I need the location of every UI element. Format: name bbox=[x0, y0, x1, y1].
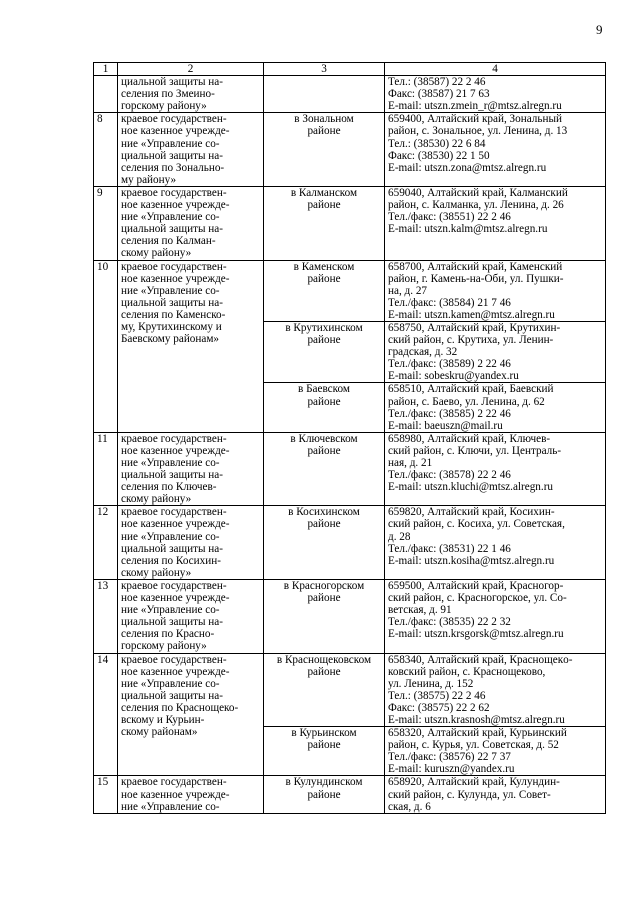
area-cell bbox=[264, 653, 385, 727]
row-number bbox=[94, 76, 118, 113]
organization-line: ние «Управление со- bbox=[121, 211, 220, 224]
area-cell bbox=[264, 113, 385, 187]
organization-line: краевое государствен- bbox=[121, 776, 227, 789]
organization-line: селения по Зонально- bbox=[121, 161, 225, 174]
organization-line: скому району» bbox=[121, 566, 192, 579]
area-line: районе bbox=[307, 395, 341, 408]
organization-cell bbox=[118, 776, 264, 813]
header-row bbox=[94, 63, 606, 76]
table-row bbox=[94, 579, 606, 653]
organization-cell bbox=[118, 506, 264, 580]
area-line: в Красногорском bbox=[283, 579, 365, 592]
contact-cell bbox=[385, 776, 606, 813]
organization-line: селения по Красно- bbox=[121, 628, 215, 641]
area-cell bbox=[264, 432, 385, 506]
contact-line: Тел./факс: (38535) 22 2 32 bbox=[388, 616, 511, 629]
organization-line: краевое государствен- bbox=[121, 260, 227, 273]
organization-line: скому району» bbox=[121, 493, 192, 506]
contact-line: ский район, с. Кулунда, ул. Совет- bbox=[388, 788, 551, 801]
contact-line: Факс: (38587) 21 7 63 bbox=[388, 88, 490, 101]
area-line: районе bbox=[307, 199, 341, 212]
organization-line: селения по Ключев- bbox=[121, 481, 217, 494]
contact-cell bbox=[385, 506, 606, 580]
area-line: районе bbox=[307, 272, 341, 285]
organization-line: му району» bbox=[121, 173, 177, 186]
area-line: районе bbox=[307, 125, 341, 138]
area-line: районе bbox=[307, 518, 341, 531]
organization-cell bbox=[118, 186, 264, 260]
organization-line: циальной защиты на- bbox=[121, 76, 223, 89]
area-cell bbox=[264, 727, 385, 776]
contact-line: 658750, Алтайский край, Крутихин- bbox=[388, 321, 561, 334]
area-line: в Зональном bbox=[294, 113, 354, 126]
table-row bbox=[94, 432, 606, 506]
contact-line: район, с. Калманка, ул. Ленина, д. 26 bbox=[388, 199, 564, 212]
organization-line: краевое государствен- bbox=[121, 653, 227, 666]
organization-line: краевое государствен- bbox=[121, 186, 227, 199]
organization-line: горскому району» bbox=[121, 640, 207, 653]
organization-cell bbox=[118, 579, 264, 653]
column-header: 1 bbox=[94, 63, 118, 76]
organization-line: ное казенное учрежде- bbox=[121, 199, 230, 212]
contact-line: E-mail: baeuszn@mail.ru bbox=[388, 419, 503, 432]
organization-line: ное казенное учрежде- bbox=[121, 788, 230, 801]
contact-cell bbox=[385, 653, 606, 727]
area-line: районе bbox=[307, 592, 341, 605]
row-number: 11 bbox=[94, 432, 118, 506]
contact-line: 659040, Алтайский край, Калманский bbox=[388, 186, 568, 199]
organization-line: краевое государствен- bbox=[121, 432, 227, 445]
organization-line: циальной защиты на- bbox=[121, 296, 223, 309]
contact-line: район, с. Зональное, ул. Ленина, д. 13 bbox=[388, 125, 568, 138]
organization-cell bbox=[118, 113, 264, 187]
contact-line: 659500, Алтайский край, Красногор- bbox=[388, 579, 564, 592]
contact-line: Тел.: (38530) 22 6 84 bbox=[388, 137, 486, 150]
contact-line: Тел./факс: (38585) 2 22 46 bbox=[388, 407, 511, 420]
page-number: 9 bbox=[596, 22, 603, 37]
area-line: районе bbox=[307, 444, 341, 457]
contact-line: Тел.: (38587) 22 2 46 bbox=[388, 76, 486, 89]
contact-line: ная, д. 21 bbox=[388, 457, 433, 469]
area-line: в Калманском bbox=[290, 186, 358, 199]
row-number: 14 bbox=[94, 653, 118, 776]
contact-line: ский район, с. Косиха, ул. Советская, bbox=[388, 518, 565, 531]
contact-line: 658700, Алтайский край, Каменский bbox=[388, 260, 563, 273]
organization-line: Баевскому районам» bbox=[121, 333, 220, 346]
organization-line: циальной защиты на- bbox=[121, 689, 223, 702]
organization-cell bbox=[118, 260, 264, 432]
contact-line: 658920, Алтайский край, Кулундин- bbox=[388, 776, 560, 789]
contact-line: район, г. Камень-на-Оби, ул. Пушки- bbox=[388, 272, 564, 285]
contact-cell bbox=[385, 260, 606, 321]
table-row bbox=[94, 776, 606, 813]
contact-line: ский район, с. Крутиха, ул. Ленин- bbox=[388, 334, 554, 347]
contact-line: Тел.: (38575) 22 2 46 bbox=[388, 689, 486, 702]
area-cell bbox=[264, 776, 385, 813]
organization-line: ние «Управление со- bbox=[121, 800, 220, 813]
contact-cell bbox=[385, 76, 606, 113]
table-row bbox=[94, 260, 606, 321]
contact-line: E-mail: utszn.zmein_r@mtsz.alregn.ru bbox=[388, 100, 562, 113]
area-line: в Косихинском bbox=[288, 506, 360, 519]
organization-line: селения по Каменско- bbox=[121, 308, 226, 321]
area-line: в Баевском bbox=[298, 383, 350, 396]
organization-line: селения по Краснощеко- bbox=[121, 701, 239, 714]
organization-line: ное казенное учрежде- bbox=[121, 125, 230, 138]
contact-cell bbox=[385, 113, 606, 187]
contact-line: E-mail: utszn.krsgorsk@mtsz.alregn.ru bbox=[388, 628, 564, 641]
contact-line: район, с. Баево, ул. Ленина, д. 62 bbox=[388, 395, 545, 408]
contact-line: E-mail: utszn.kosiha@mtsz.alregn.ru bbox=[388, 554, 555, 567]
organization-line: краевое государствен- bbox=[121, 506, 227, 519]
contact-line: ский район, с. Красногорское, ул. Со- bbox=[388, 592, 567, 605]
contact-cell bbox=[385, 432, 606, 506]
contact-line: Тел./факс: (38531) 22 1 46 bbox=[388, 542, 511, 555]
area-line: в Курьинском bbox=[291, 727, 357, 740]
row-number: 9 bbox=[94, 186, 118, 260]
organization-cell bbox=[118, 76, 264, 113]
contact-line: Тел./факс: (38551) 22 2 46 bbox=[388, 211, 511, 224]
contact-line: ский район, с. Ключи, ул. Централь- bbox=[388, 444, 562, 457]
row-number: 8 bbox=[94, 113, 118, 187]
area-line: районе bbox=[307, 739, 341, 752]
organization-line: ние «Управление со- bbox=[121, 604, 220, 617]
organization-line: ное казенное учрежде- bbox=[121, 665, 230, 678]
organization-line: селения по Калман- bbox=[121, 235, 216, 248]
area-line: в Ключевском bbox=[290, 432, 358, 445]
organization-line: краевое государствен- bbox=[121, 113, 227, 126]
organization-line: циальной защиты на- bbox=[121, 542, 223, 555]
area-cell bbox=[264, 76, 385, 113]
table-row bbox=[94, 113, 606, 187]
organization-cell bbox=[118, 432, 264, 506]
contact-line: район, с. Курья, ул. Советская, д. 52 bbox=[388, 739, 559, 752]
area-cell bbox=[264, 383, 385, 432]
contact-line: 658340, Алтайский край, Краснощекo- bbox=[388, 653, 573, 666]
contact-cell bbox=[385, 727, 606, 776]
contact-cell bbox=[385, 579, 606, 653]
institutions-table bbox=[93, 62, 606, 814]
contact-line: Факс: (38575) 22 2 62 bbox=[388, 701, 490, 714]
organization-line: ние «Управление со- bbox=[121, 284, 220, 297]
organization-line: ние «Управление со- bbox=[121, 677, 220, 690]
row-number: 15 bbox=[94, 776, 118, 813]
contact-line: 659820, Алтайский край, Косихин- bbox=[388, 506, 555, 519]
organization-line: ние «Управление со- bbox=[121, 457, 220, 469]
contact-line: 658320, Алтайский край, Курьинский bbox=[388, 727, 567, 740]
area-cell bbox=[264, 579, 385, 653]
area-line: в Краснощековском bbox=[276, 653, 372, 666]
contact-line: ветская, д. 91 bbox=[388, 604, 452, 617]
organization-line: селения по Косихин- bbox=[121, 554, 221, 567]
contact-line: E-mail: sobeskru@yandex.ru bbox=[388, 370, 519, 383]
organization-line: ние «Управление со- bbox=[121, 530, 220, 543]
organization-line: циальной защиты на- bbox=[121, 149, 223, 162]
area-line: в Крутихинском bbox=[285, 321, 363, 334]
contact-line: 658510, Алтайский край, Баевский bbox=[388, 383, 554, 396]
contact-line: на, д. 27 bbox=[388, 284, 428, 297]
area-line: районе bbox=[307, 334, 341, 347]
contact-line: 659400, Алтайский край, Зональный bbox=[388, 113, 562, 126]
contact-line: ковский район, с. Краснощеково, bbox=[388, 665, 546, 678]
contact-line: Факс: (38530) 22 1 50 bbox=[388, 149, 490, 162]
table-row bbox=[94, 653, 606, 727]
organization-line: ние «Управление со- bbox=[121, 137, 220, 150]
contact-line: E-mail: utszn.kalm@mtsz.alregn.ru bbox=[388, 223, 548, 236]
organization-line: циальной защиты на- bbox=[121, 616, 223, 629]
contact-line: E-mail: kuruszn@yandex.ru bbox=[388, 763, 515, 776]
contact-line: Тел./факс: (38584) 21 7 46 bbox=[388, 296, 511, 309]
organization-cell bbox=[118, 653, 264, 776]
organization-line: циальной защиты на- bbox=[121, 223, 223, 236]
organization-line: скому районам» bbox=[121, 726, 198, 739]
row-number: 12 bbox=[94, 506, 118, 580]
area-cell bbox=[264, 260, 385, 321]
organization-line: вскому и Курьин- bbox=[121, 713, 205, 726]
contact-line: E-mail: utszn.krasnosh@mtsz.alregn.ru bbox=[388, 713, 565, 726]
contact-line: E-mail: utszn.kluchi@mtsz.alregn.ru bbox=[388, 481, 554, 494]
area-cell bbox=[264, 506, 385, 580]
organization-line: ное казенное учрежде- bbox=[121, 592, 230, 605]
contact-line: Тел./факс: (38576) 22 7 37 bbox=[388, 751, 511, 764]
contact-line: 658980, Алтайский край, Ключев- bbox=[388, 432, 551, 445]
area-line: в Каменском bbox=[293, 260, 355, 273]
organization-line: циальной защиты на- bbox=[121, 469, 223, 482]
contact-line: Тел./факс: (38578) 22 2 46 bbox=[388, 469, 511, 482]
row-number: 13 bbox=[94, 579, 118, 653]
area-line: в Кулундинском bbox=[285, 776, 363, 789]
contact-line: E-mail: utszn.zona@mtsz.alregn.ru bbox=[388, 161, 547, 174]
table-row bbox=[94, 186, 606, 260]
table-row bbox=[94, 76, 606, 113]
organization-line: селения по Змеино- bbox=[121, 88, 215, 101]
contact-line: Тел./факс: (38589) 2 22 46 bbox=[388, 358, 511, 371]
organization-line: му, Крутихинскому и bbox=[121, 320, 222, 333]
contact-line: ул. Ленина, д. 152 bbox=[388, 677, 474, 690]
table-row bbox=[94, 506, 606, 580]
area-cell bbox=[264, 321, 385, 382]
organization-line: ное казенное учрежде- bbox=[121, 444, 230, 457]
contact-line: д. 28 bbox=[388, 530, 411, 543]
contact-line: E-mail: utszn.kamen@mtsz.alregn.ru bbox=[388, 308, 555, 321]
area-line: районе bbox=[307, 788, 341, 801]
area-line: районе bbox=[307, 665, 341, 678]
contact-line: ская, д. 6 bbox=[388, 800, 431, 813]
column-header: 3 bbox=[264, 63, 385, 76]
area-cell bbox=[264, 186, 385, 260]
contact-cell bbox=[385, 321, 606, 382]
contact-cell bbox=[385, 383, 606, 432]
organization-line: горскому району» bbox=[121, 100, 207, 113]
contact-cell bbox=[385, 186, 606, 260]
row-number: 10 bbox=[94, 260, 118, 432]
organization-line: скому району» bbox=[121, 247, 192, 260]
organization-line: ное казенное учрежде- bbox=[121, 272, 230, 285]
column-header: 2 bbox=[118, 63, 264, 76]
contact-line: градская, д. 32 bbox=[388, 346, 458, 359]
organization-line: краевое государствен- bbox=[121, 579, 227, 592]
organization-line: ное казенное учрежде- bbox=[121, 518, 230, 531]
column-header: 4 bbox=[385, 63, 606, 76]
